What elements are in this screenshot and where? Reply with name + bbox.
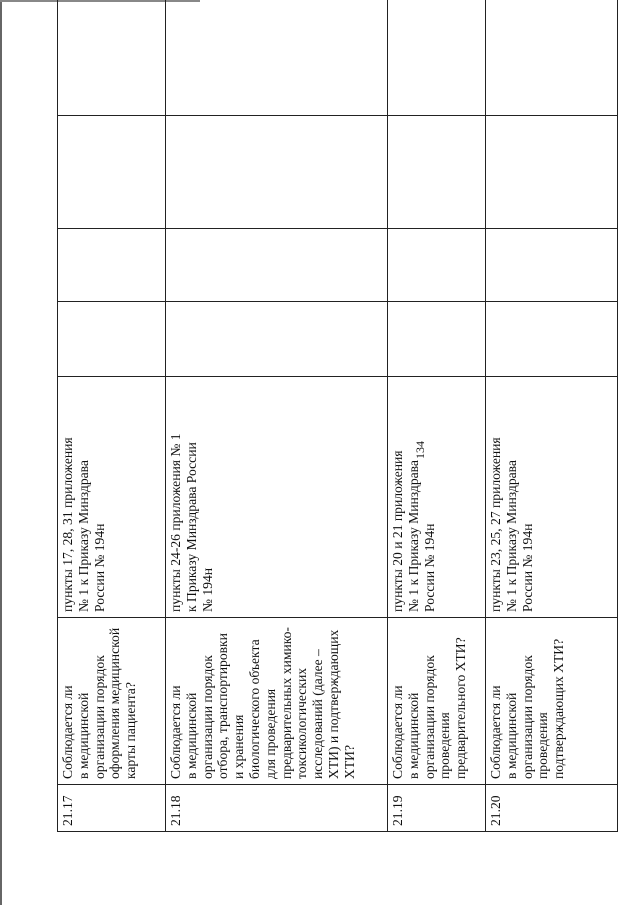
question-text: Соблюдается ли в медицинской организации порядок оформления медицинской карты пациента? <box>60 627 139 779</box>
empty-cell <box>388 116 486 229</box>
empty-cell <box>58 229 166 302</box>
row-number: 21.20 <box>486 785 618 832</box>
table-row <box>486 0 618 832</box>
empty-cell <box>388 229 486 302</box>
empty-cell <box>486 0 618 116</box>
page-number: 134 <box>413 441 427 459</box>
reference-cell <box>58 377 166 618</box>
empty-cell <box>486 302 618 377</box>
row-number: 21.19 <box>388 785 486 832</box>
question-text: Соблюдается ли в медицинской организации порядок проведения предварительного ХТИ? <box>390 637 469 779</box>
empty-cell <box>166 0 388 116</box>
question-cell <box>486 618 618 785</box>
empty-cell <box>166 302 388 377</box>
page-edge-line <box>0 0 2 905</box>
reference-cell <box>166 377 388 618</box>
row-number: 21.17 <box>58 785 166 832</box>
question-text: Соблюдается ли в медицинской организации порядок проведения подтверждающих ХТИ? <box>488 638 567 779</box>
empty-cell <box>166 116 388 229</box>
table-row <box>166 0 388 832</box>
empty-cell <box>486 116 618 229</box>
empty-cell <box>166 229 388 302</box>
question-cell <box>58 618 166 785</box>
reference-cell <box>388 377 486 618</box>
question-cell <box>388 618 486 785</box>
checklist-table <box>57 0 618 832</box>
reference-text: пункты 17, 28, 31 приложения № 1 к Приказу Минздрава России № 194н <box>60 437 107 612</box>
reference-cell <box>486 377 618 618</box>
question-text: Соблюдается ли в медицинской организации порядок отбора, транспортировки и хранения биологического объекта для проведения предварительных химико- токсикологических исследований (далее – ХТИ) и подтверждающих ХТИ? <box>168 627 357 779</box>
question-cell <box>166 618 388 785</box>
reference-text: пункты 24-26 приложения № 1 к Приказу Минздрава России № 194н <box>168 433 215 612</box>
row-number: 21.18 <box>166 785 388 832</box>
empty-cell <box>58 302 166 377</box>
empty-cell <box>388 0 486 116</box>
reference-text: пункты 23, 25, 27 приложения № 1 к Приказу Минздрава России № 194н <box>488 437 535 612</box>
rotated-page <box>57 17 617 832</box>
empty-cell <box>388 302 486 377</box>
empty-cell <box>486 229 618 302</box>
empty-cell <box>58 0 166 116</box>
reference-text: пункты 20 и 21 приложения № 1 к Приказу Минздрава России № 194н <box>390 450 437 612</box>
empty-cell <box>58 116 166 229</box>
table-row <box>58 0 166 832</box>
table-row <box>388 0 486 832</box>
